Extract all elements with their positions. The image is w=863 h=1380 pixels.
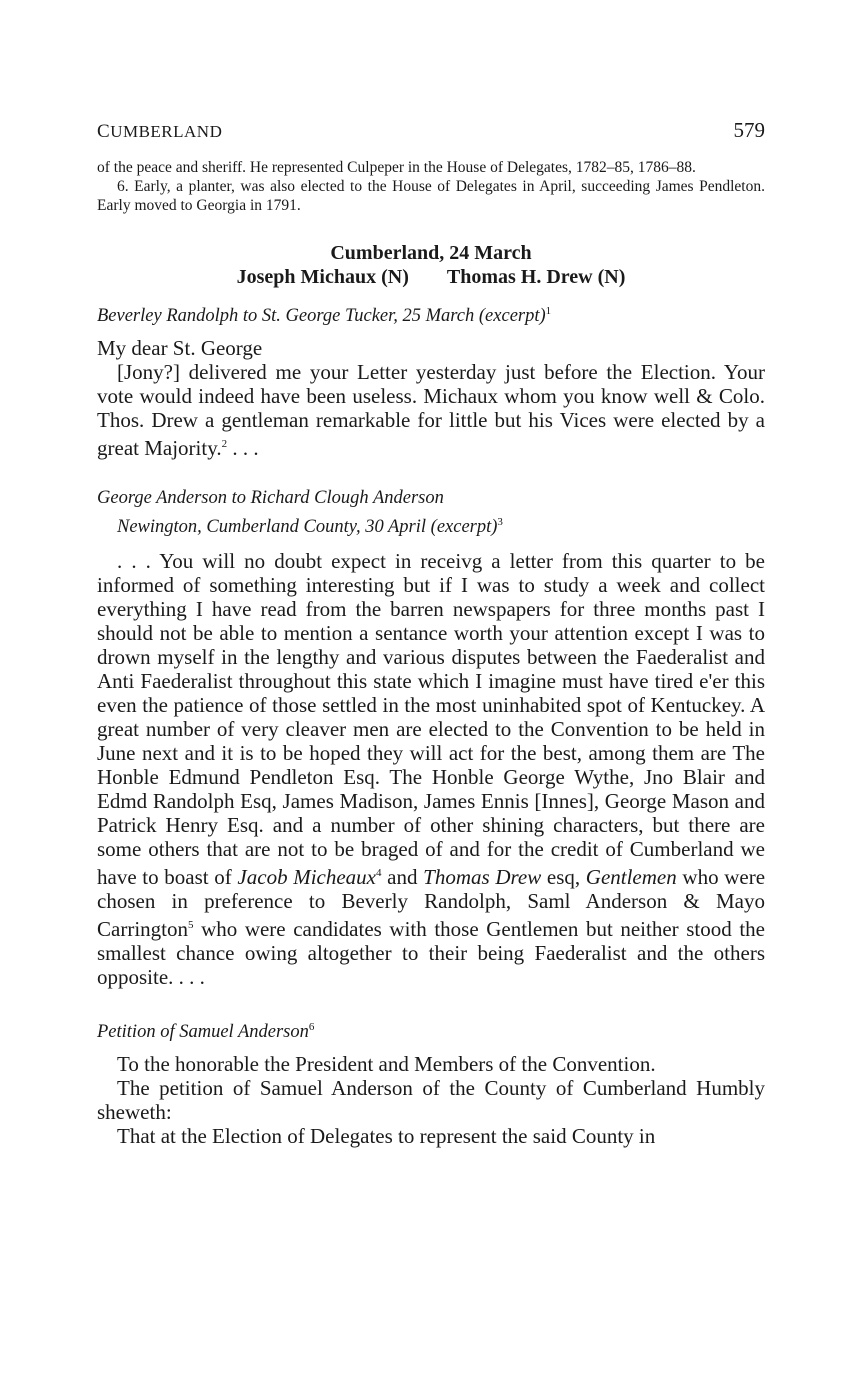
doc2-body: . . . You will no doubt expect in receivg a letter from this quarter to be informed of something interesting but if I was to study a week and collect everything I have read from the barren newspapers for three months past I should not be able to mention a sentance worth your attention except I was to drown myself in the lengthy and various disputes between the Faederalist and Anti Faederalist throughout this state which I imagine must have tired e'er this even the patience of those settled in the most uninhabited spot of Kentuckey. A great number of very cleaver men are elected to the Convention to be held in June next and it is to be hoped they will act for the best, among them are The Honble Edmund Pendleton Esq. The Honble George Wythe, Jno Blair and Edmd Randolph Esq, James Madison, James Ennis [Innes], George Mason and Patrick Henry Esq. and a number of other shining characters, but there are some others that are not to be braged of and for the credit of Cumberland we have to boast of Jacob Micheaux$^4$ and Thomas Drew esq, Gentlemen who were chosen in preference to Beverly Randolph, Saml Anderson & Mayo Carrington$^5$ who were candidates with those Gentlemen but neither stood the smallest chance owing altogether to their being Faederalist and the others opposite. . . . xyxy=(97,549,766,990)
candidate-2: Thomas H. Drew (N) xyxy=(446,266,626,288)
footnote-ref: 4 xyxy=(376,867,382,880)
doc2-source-line1: George Anderson to Richard Clough Anderson xyxy=(97,488,444,509)
footnote-ref: 5 xyxy=(187,919,194,932)
footnote-continuation: of the peace and sheriff. He represented Culpeper in the House of Delegates, 1782–85, 1786–88. xyxy=(97,159,696,176)
candidate-1: Joseph Michaux (N) xyxy=(236,266,409,288)
section-heading: Cumberland, 24 March xyxy=(330,242,532,264)
running-head-title: CUMBERLAND xyxy=(97,121,223,142)
footnote-ref: 2 xyxy=(221,438,228,451)
doc1-salutation: My dear St. George xyxy=(97,336,263,361)
running-head xyxy=(97,118,765,158)
footnote-ref: 3 xyxy=(497,516,503,529)
footnote-ref: 6 xyxy=(308,1021,315,1034)
petition-body: That at the Election of Delegates to represent the said County in xyxy=(117,1124,656,1149)
doc1-body: [Jony?] delivered me your Letter yesterday just before the Election. Your vote would indeed have been useless. Michaux whom you know well & Colo. Thos. Drew a gentleman remarkable for little but his Vices were elected by a great Majority.$^2$ . . . xyxy=(97,360,765,461)
doc1-source: Beverley Randolph to St. George Tucker, 25 March (excerpt)$^1$ xyxy=(97,305,552,327)
candidates-heading xyxy=(97,265,765,289)
petition-intro: The petition of Samuel Anderson of the County of Cumberland Humbly sheweth: xyxy=(97,1076,765,1125)
footnote-ref: 1 xyxy=(545,305,552,317)
document-page xyxy=(97,118,765,1148)
doc3-source: Petition of Samuel Anderson$^6$ xyxy=(97,1021,315,1043)
doc2-source-line2: Newington, Cumberland County, 30 April (excerpt)$^3$ xyxy=(117,516,503,538)
page-number: 579 xyxy=(733,118,765,142)
petition-address: To the honorable the President and Members of the Convention. xyxy=(117,1052,656,1077)
footnote-6: 6. Early, a planter, was also elected to the House of Delegates in April, succeeding James Pendleton. Early moved to Georgia in 1791. xyxy=(97,178,765,214)
